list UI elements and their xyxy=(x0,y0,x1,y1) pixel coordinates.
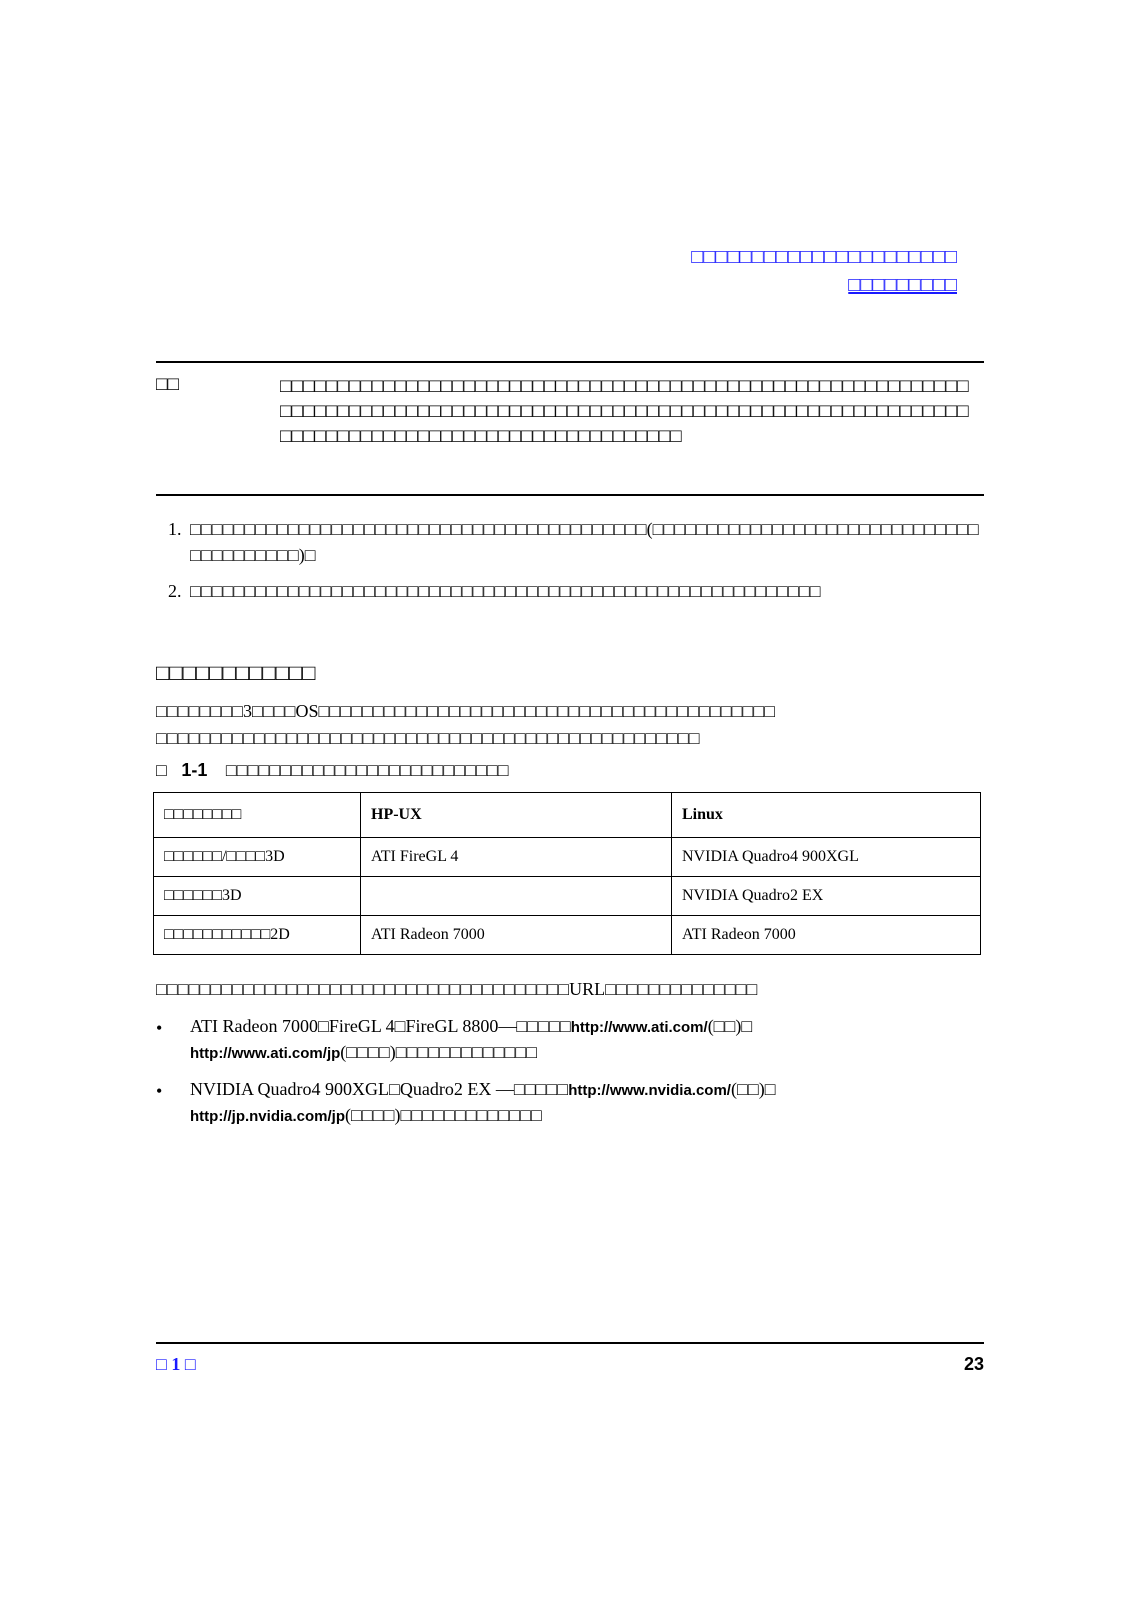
after-table-text: □□□□□□□□□□□□□□□□□□□□□□□□□□□□□□□□□□□□□□URL□□□□□□□□□□□□□□ xyxy=(156,979,758,999)
table-cell: NVIDIA Quadro4 900XGL xyxy=(672,838,981,877)
bullet-item-ati xyxy=(190,1016,752,1037)
bullet-item-nvidia-line2 xyxy=(190,1105,542,1126)
bullet-glyph: • xyxy=(156,1081,163,1101)
step-1-number: 1. xyxy=(168,519,182,539)
table-row xyxy=(154,838,981,877)
table-header-cell: □□□□□□□□ xyxy=(154,793,361,838)
step-1-text: □□□□□□□□□□□□□□□□□□□□□□□□□□□□□□□□□□□□□□□□□□(□□□□□□□□□□□□□□□□□□□□□□□□□□□□□□□□□□□□□□□□)□ xyxy=(190,519,979,565)
nvidia-jp-url-link[interactable]: http://jp.nvidia.com/jp xyxy=(190,1108,345,1125)
section-body-line1: □□□□□□□□3□□□□OS□□□□□□□□□□□□□□□□□□□□□□□□□□□□□□□□□□□□□□□□□□ xyxy=(156,701,776,721)
step-2-number: 2. xyxy=(168,581,182,601)
header-link-line1[interactable]: □□□□□□□□□□□□□□□□□□□□□□ xyxy=(691,246,957,268)
nvidia-url-link[interactable]: http://www.nvidia.com/ xyxy=(568,1082,731,1099)
table-row xyxy=(154,877,981,916)
footer-chapter-link[interactable]: □ 1 □ xyxy=(156,1354,196,1374)
section-body-line2: □□□□□□□□□□□□□□□□□□□□□□□□□□□□□□□□□□□□□□□□□□□□□□□□□□ xyxy=(156,728,700,748)
table-header-cell: Linux xyxy=(672,793,981,838)
note-label: □□ xyxy=(156,374,179,395)
table-cell: NVIDIA Quadro2 EX xyxy=(672,877,981,916)
bullet-text: (□□□□)□□□□□□□□□□□□□ xyxy=(345,1105,542,1125)
table-header-row xyxy=(154,793,981,838)
table-cell: □□□□□□/□□□□3D xyxy=(154,838,361,877)
bullet-text: (□□)□ xyxy=(730,1079,776,1099)
note-bottom-rule xyxy=(156,494,984,496)
table-cell: ATI FireGL 4 xyxy=(361,838,672,877)
table-cell: ATI Radeon 7000 xyxy=(672,916,981,955)
page-number: 23 xyxy=(963,1354,984,1374)
table-cell: □□□□□□□□□□□2D xyxy=(154,916,361,955)
bullet-text: ATI Radeon 7000□FireGL 4□FireGL 8800―□□□□□ xyxy=(190,1016,571,1036)
table-caption-text: □□□□□□□□□□□□□□□□□□□□□□□□□□ xyxy=(225,760,509,780)
table-cell xyxy=(361,877,672,916)
table-cell: □□□□□□3D xyxy=(154,877,361,916)
table-caption-prefix: □ xyxy=(156,760,167,780)
step-2-text: □□□□□□□□□□□□□□□□□□□□□□□□□□□□□□□□□□□□□□□□□□□□□□□□□□□□□□□□□□ xyxy=(190,581,821,601)
section-title: □□□□□□□□□□□□ xyxy=(156,660,316,685)
table-cell: ATI Radeon 7000 xyxy=(361,916,672,955)
bullet-item-ati-line2 xyxy=(190,1042,537,1063)
footer-rule xyxy=(156,1342,984,1344)
bullet-item-nvidia xyxy=(190,1079,776,1100)
graphics-card-table xyxy=(153,792,981,955)
note-top-rule xyxy=(156,361,984,363)
table-caption xyxy=(156,760,509,781)
bullet-text: (□□□□)□□□□□□□□□□□□□ xyxy=(340,1042,538,1062)
note-body: □□□□□□□□□□□□□□□□□□□□□□□□□□□□□□□□□□□□□□□□□□□□□□□□□□□□□□□□□□□□□□□□□□□□□□□□□□□□□□□□□□□□□□□□□□□□□□□□□□□□□□□□□□□□□□□□□□□□□□□□□□□□□□□□□□□□□□□□□□□□□□□□□□□□□□□□□□□ xyxy=(280,376,969,447)
table-header-cell: HP-UX xyxy=(361,793,672,838)
ati-url-link[interactable]: http://www.ati.com/ xyxy=(570,1019,708,1036)
bullet-text: NVIDIA Quadro4 900XGL□Quadro2 EX ―□□□□□ xyxy=(190,1079,569,1099)
table-row xyxy=(154,916,981,955)
header-link-line2[interactable]: □□□□□□□□□ xyxy=(848,274,957,296)
bullet-glyph: • xyxy=(156,1018,163,1038)
ati-jp-url-link[interactable]: http://www.ati.com/jp xyxy=(190,1045,341,1062)
table-caption-number: 1-1 xyxy=(181,760,208,780)
bullet-text: (□□)□ xyxy=(707,1016,753,1036)
